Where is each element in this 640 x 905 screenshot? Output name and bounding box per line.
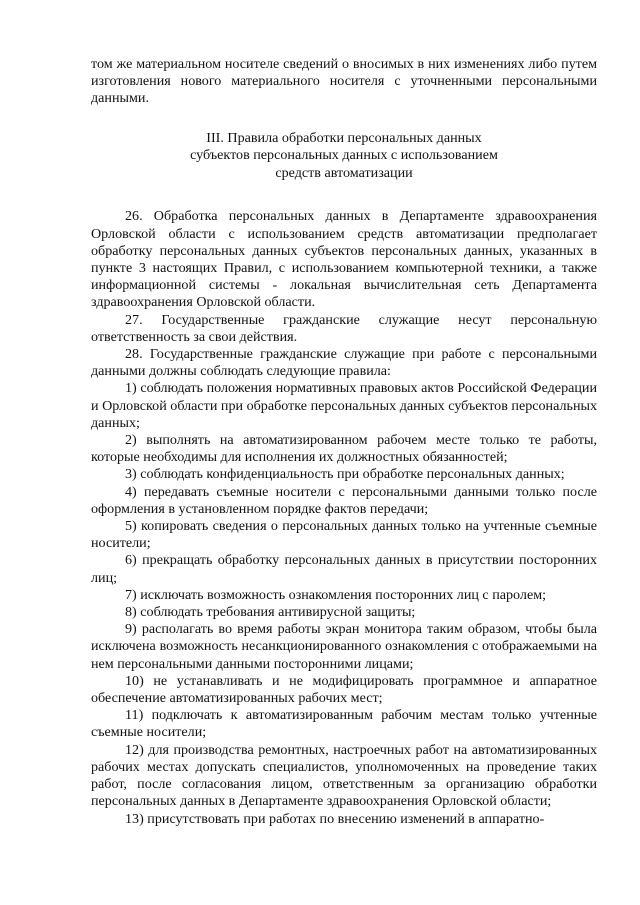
paragraph-28: 28. Государственные гражданские служащие при работе с персональными данными должны соблюдать следующие правила: [91, 346, 597, 380]
rule-item-3: 3) соблюдать конфиденциальность при обработке персональных данных; [125, 466, 565, 483]
rule-item-6: 6) прекращать обработку персональных данных в присутствии посторонних лиц; [91, 552, 597, 586]
rule-item-10: 10) не устанавливать и не модифицировать программное и аппаратное обеспечение автоматизированных рабочих мест; [91, 672, 597, 707]
rule-item-13: 13) присутствовать при работах по внесению изменений в аппаратно- [125, 810, 545, 827]
heading-line-2: субъектов персональных данных с использованием [190, 147, 498, 164]
paragraph-27: 27. Государственные гражданские служащие несут персональную ответственность за свои действия. [91, 311, 597, 345]
rule-item-2: 2) выполнять на автоматизированном рабочем месте только те работы, которые необходимы для исполнения их должностных обязанностей; [91, 432, 597, 466]
heading-line-1: III. Правила обработки персональных данных [206, 129, 482, 146]
rule-item-5: 5) копировать сведения о персональных данных только на учтенные съемные носители; [91, 518, 597, 552]
heading-line-3: средств автоматизации [275, 164, 413, 181]
rule-item-4: 4) передавать съемные носители с персональными данными только после оформления в установленном порядке фактов передачи; [91, 483, 597, 517]
paragraph-26: 26. Обработка персональных данных в Департаменте здравоохранения Орловской области с использованием средств автоматизации предполагает обработку персональных данных субъектов персональных данных, указанных в пункте 3 настоящих Правил, с использованием компьютерной техники, а также информационной системы - локальная вычислительная сеть Департамента здравоохранения Орловской области. [91, 208, 597, 311]
document-body [91, 56, 597, 828]
rule-item-11: 11) подключать к автоматизированным рабочим местам только учтенные съемные носители; [91, 707, 597, 741]
section-heading [91, 130, 597, 183]
rule-item-9: 9) располагать во время работы экран монитора таким образом, чтобы была исключена возможность несанкционированного ознакомления с отображаемыми на нем персональными данными посторонними лицами; [91, 621, 597, 672]
rule-item-8: 8) соблюдать требования антивирусной защиты; [125, 604, 416, 621]
rule-item-12: 12) для производства ремонтных, настроечных работ на автоматизированных рабочих местах допускать специалистов, уполномоченных на проведение таких работ, после согласования лицом, ответственным за организацию обработки персональных данных в Департаменте здравоохранения Орловской области; [91, 741, 597, 810]
intro-paragraph: том же материальном носителе сведений о вносимых в них изменениях либо путем изготовления нового материального носителя с уточненными персональными данными. [91, 56, 597, 107]
rule-item-1: 1) соблюдать положения нормативных правовых актов Российской Федерации и Орловской области при обработке персональных данных субъектов персональных данных; [91, 380, 597, 431]
rule-item-7: 7) исключать возможность ознакомления посторонних лиц с паролем; [125, 586, 547, 603]
